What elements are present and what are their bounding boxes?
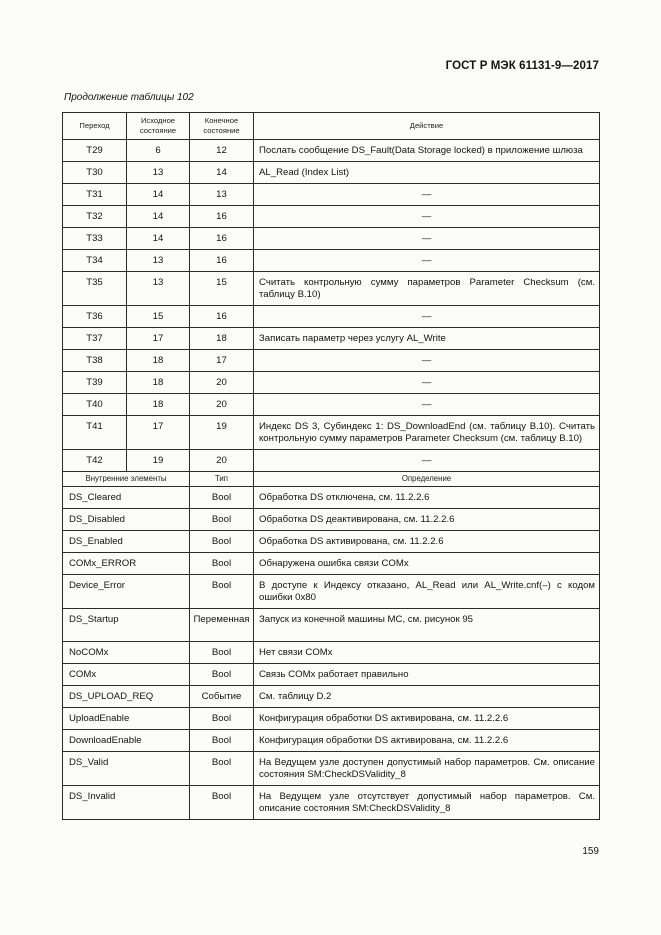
element-type: Bool (190, 786, 254, 820)
source-state: 13 (127, 162, 190, 184)
transition-row (63, 162, 600, 184)
target-state: 14 (190, 162, 254, 184)
transition-row (63, 450, 600, 472)
source-state: 13 (127, 250, 190, 272)
element-row (63, 664, 600, 686)
transition-action: Записать параметр через услугу AL_Write (254, 328, 600, 350)
target-state: 12 (190, 140, 254, 162)
source-state: 14 (127, 206, 190, 228)
element-name: DS_Valid (63, 752, 190, 786)
target-state: 20 (190, 450, 254, 472)
element-definition: Нет связи COMx (254, 642, 600, 664)
element-name: DS_UPLOAD_REQ (63, 686, 190, 708)
page-number: 159 (582, 846, 599, 857)
element-type: Bool (190, 553, 254, 575)
element-name: UploadEnable (63, 708, 190, 730)
element-type: Событие (190, 686, 254, 708)
element-definition: На Ведущем узле доступен допустимый набор параметров. См. описание состояния SM:CheckDSValidity_8 (254, 752, 600, 786)
target-state: 19 (190, 416, 254, 450)
transition-row (63, 272, 600, 306)
target-state: 17 (190, 350, 254, 372)
element-type: Bool (190, 509, 254, 531)
element-row (63, 553, 600, 575)
element-definition: Запуск из конечной машины MC, см. рисунок 95 (254, 609, 600, 642)
transition-action: — (254, 350, 600, 372)
transition-row (63, 416, 600, 450)
source-state: 18 (127, 372, 190, 394)
transition-row (63, 250, 600, 272)
header-transition: Переход (63, 113, 127, 140)
transition-id: T31 (63, 184, 127, 206)
element-row (63, 487, 600, 509)
transition-row (63, 350, 600, 372)
transition-action: — (254, 394, 600, 416)
transition-row (63, 394, 600, 416)
transition-row (63, 184, 600, 206)
element-type: Bool (190, 730, 254, 752)
element-name: COMx_ERROR (63, 553, 190, 575)
transition-row (63, 140, 600, 162)
element-definition: Связь COMx работает правильно (254, 664, 600, 686)
transition-id: T37 (63, 328, 127, 350)
transition-action: Индекс DS 3, Субиндекс 1: DS_DownloadEnd (см. таблицу B.10). Считать контрольную сумму параметров Parameter Checksum (см. таблицу B.10) (254, 416, 600, 450)
transition-id: T30 (63, 162, 127, 184)
element-definition: Обработка DS активирована, см. 11.2.2.6 (254, 531, 600, 553)
transition-id: T35 (63, 272, 127, 306)
transition-action: — (254, 306, 600, 328)
element-row (63, 730, 600, 752)
element-row (63, 509, 600, 531)
element-type: Переменная (190, 609, 254, 642)
transition-id: T36 (63, 306, 127, 328)
transition-id: T39 (63, 372, 127, 394)
elements-header-row (63, 472, 600, 487)
transition-action: — (254, 206, 600, 228)
header-target-state: Конечное состояние (190, 113, 254, 140)
transition-row (63, 372, 600, 394)
element-name: DS_Disabled (63, 509, 190, 531)
transition-id: T32 (63, 206, 127, 228)
element-row (63, 686, 600, 708)
element-row (63, 609, 600, 642)
element-type: Bool (190, 575, 254, 609)
target-state: 18 (190, 328, 254, 350)
element-name: DownloadEnable (63, 730, 190, 752)
target-state: 16 (190, 206, 254, 228)
header-source-state: Исходное состояние (127, 113, 190, 140)
transition-id: T29 (63, 140, 127, 162)
source-state: 18 (127, 350, 190, 372)
transition-action: — (254, 228, 600, 250)
source-state: 13 (127, 272, 190, 306)
element-name: COMx (63, 664, 190, 686)
transition-row (63, 306, 600, 328)
element-row (63, 752, 600, 786)
element-definition: См. таблицу D.2 (254, 686, 600, 708)
transition-row (63, 206, 600, 228)
element-name: DS_Cleared (63, 487, 190, 509)
element-name: Device_Error (63, 575, 190, 609)
header-internal-elements: Внутренние элементы (63, 472, 190, 487)
source-state: 19 (127, 450, 190, 472)
element-definition: В доступе к Индексу отказано, AL_Read или AL_Write.cnf(–) с кодом ошибки 0x80 (254, 575, 600, 609)
target-state: 15 (190, 272, 254, 306)
header-action: Действие (254, 113, 600, 140)
element-definition: Обработка DS отключена, см. 11.2.2.6 (254, 487, 600, 509)
source-state: 6 (127, 140, 190, 162)
table-102 (62, 112, 600, 820)
element-definition: На Ведущем узле отсутствует допустимый набор параметров. См. описание состояния SM:CheckDSValidity_8 (254, 786, 600, 820)
transition-id: T40 (63, 394, 127, 416)
element-name: DS_Invalid (63, 786, 190, 820)
transition-action: — (254, 450, 600, 472)
source-state: 14 (127, 184, 190, 206)
transition-action: — (254, 250, 600, 272)
source-state: 17 (127, 328, 190, 350)
element-type: Bool (190, 487, 254, 509)
transition-action: — (254, 184, 600, 206)
transition-action: — (254, 372, 600, 394)
element-type: Bool (190, 708, 254, 730)
element-type: Bool (190, 752, 254, 786)
transition-id: T42 (63, 450, 127, 472)
element-row (63, 642, 600, 664)
target-state: 13 (190, 184, 254, 206)
source-state: 14 (127, 228, 190, 250)
transition-action: Считать контрольную сумму параметров Parameter Checksum (см. таблицу B.10) (254, 272, 600, 306)
header-definition: Определение (254, 472, 600, 487)
element-definition: Конфигурация обработки DS активирована, см. 11.2.2.6 (254, 730, 600, 752)
transition-row (63, 328, 600, 350)
transitions-header-row (63, 113, 600, 140)
target-state: 16 (190, 228, 254, 250)
source-state: 18 (127, 394, 190, 416)
element-row (63, 575, 600, 609)
source-state: 15 (127, 306, 190, 328)
element-type: Bool (190, 664, 254, 686)
element-name: DS_Enabled (63, 531, 190, 553)
element-name: DS_Startup (63, 609, 190, 642)
header-type: Тип (190, 472, 254, 487)
element-definition: Обработка DS деактивирована, см. 11.2.2.6 (254, 509, 600, 531)
source-state: 17 (127, 416, 190, 450)
transition-row (63, 228, 600, 250)
transition-id: T38 (63, 350, 127, 372)
target-state: 20 (190, 394, 254, 416)
target-state: 16 (190, 306, 254, 328)
transition-action: AL_Read (Index List) (254, 162, 600, 184)
target-state: 16 (190, 250, 254, 272)
transition-action: Послать сообщение DS_Fault(Data Storage locked) в приложение шлюза (254, 140, 600, 162)
element-type: Bool (190, 642, 254, 664)
element-name: NoCOMx (63, 642, 190, 664)
element-definition: Обнаружена ошибка связи COMx (254, 553, 600, 575)
transition-id: T34 (63, 250, 127, 272)
transition-id: T41 (63, 416, 127, 450)
element-type: Bool (190, 531, 254, 553)
target-state: 20 (190, 372, 254, 394)
transition-id: T33 (63, 228, 127, 250)
element-row (63, 531, 600, 553)
element-row (63, 708, 600, 730)
table-caption: Продолжение таблицы 102 (64, 92, 194, 103)
element-definition: Конфигурация обработки DS активирована, см. 11.2.2.6 (254, 708, 600, 730)
element-row (63, 786, 600, 820)
document-code: ГОСТ Р МЭК 61131-9—2017 (445, 60, 599, 72)
